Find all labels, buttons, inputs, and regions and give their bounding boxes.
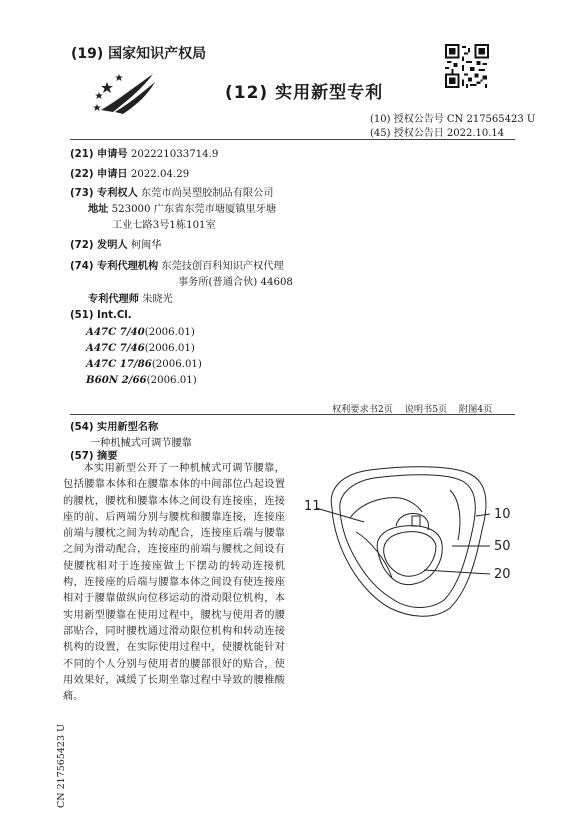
utility-model-title: 一种机械式可调节腰靠 [90, 438, 192, 449]
figure-label-10: 10 [494, 507, 511, 522]
figure-label-11: 11 [304, 499, 321, 514]
application-date: (22) 申请日 2022.04.29 [70, 169, 190, 180]
section-divider [70, 414, 515, 415]
abstract-label: (57) 摘要 [70, 451, 118, 462]
patent-owner: (73) 专利权人 东莞市尚昊塑胶制品有限公司 [70, 188, 274, 199]
int-cl-label: (51) Int.Cl. [70, 310, 132, 321]
qr-code-icon[interactable] [445, 44, 489, 88]
owner-address-line2: 工业七路3号1栋101室 [112, 220, 216, 231]
ipc-entry: A47C 17/86(2006.01) [86, 358, 202, 370]
owner-address: 地址 523000 广东省东莞市塘厦镇里牙塘 [88, 204, 277, 215]
lumbar-support-drawing [300, 460, 530, 620]
page-count-summary: 权利要求书2页 说明书5页 附图4页 [332, 404, 493, 415]
publication-date: (45) 授权公告日 2022.10.14 [370, 128, 505, 139]
document-type: (12) 实用新型专利 [225, 83, 384, 103]
figure-label-50: 50 [494, 539, 511, 554]
abstract-text: 本实用新型公开了一种机械式可调节腰靠，包括腰靠本体和在腰靠本体的中间部位凸起设置的腰枕，腰枕和腰靠本体之间设有连接座，连接座的前、后两端分别与腰枕和腰靠连接，连接座前端与腰枕之间为转动配合，连接座后端与腰靠之间为滑动配合，连接座的前端与腰枕之间设有使腰枕相对于连接座做上下摆动的转动连接机构，连接座的后端与腰靠本体之间设有使连接座相对于腰靠做纵向位移运动的滑动限位机构，本实用新型腰靠在使用过程中，腰枕与使用者的腰部贴合，同时腰枕通过滑动限位机构和转动连接机构的设置，在实际使用过程中，使腰枕能针对不同的个人分别与使用者的腰部很好的贴合，使用效果好，减缓了长期坐靠过程中导致的腰椎酸痛。 [63, 463, 285, 703]
inventor: (72) 发明人 柯闽华 [70, 240, 162, 251]
patent-agency-line2: 事务所(普通合伙) 44608 [178, 277, 293, 288]
ipc-entry: A47C 7/46(2006.01) [86, 342, 195, 354]
patent-agency: (74) 专利代理机构 东莞技创百科知识产权代理 [70, 261, 284, 272]
vertical-publication-code: CN 217565423 U [56, 723, 67, 808]
header-divider [70, 139, 515, 140]
cnipa-emblem-icon [93, 70, 159, 116]
ipc-entry: B60N 2/66(2006.01) [86, 374, 197, 386]
title-label: (54) 实用新型名称 [70, 422, 159, 433]
publication-number: (10) 授权公告号 CN 217565423 U [370, 114, 536, 125]
patent-agent: 专利代理师 朱晓光 [88, 294, 173, 305]
application-number: (21) 申请号 202221033714.9 [70, 149, 219, 160]
ipc-entry: A47C 7/40(2006.01) [86, 326, 195, 338]
figure-label-20: 20 [494, 567, 511, 582]
office-name: (19) 国家知识产权局 [71, 46, 207, 62]
